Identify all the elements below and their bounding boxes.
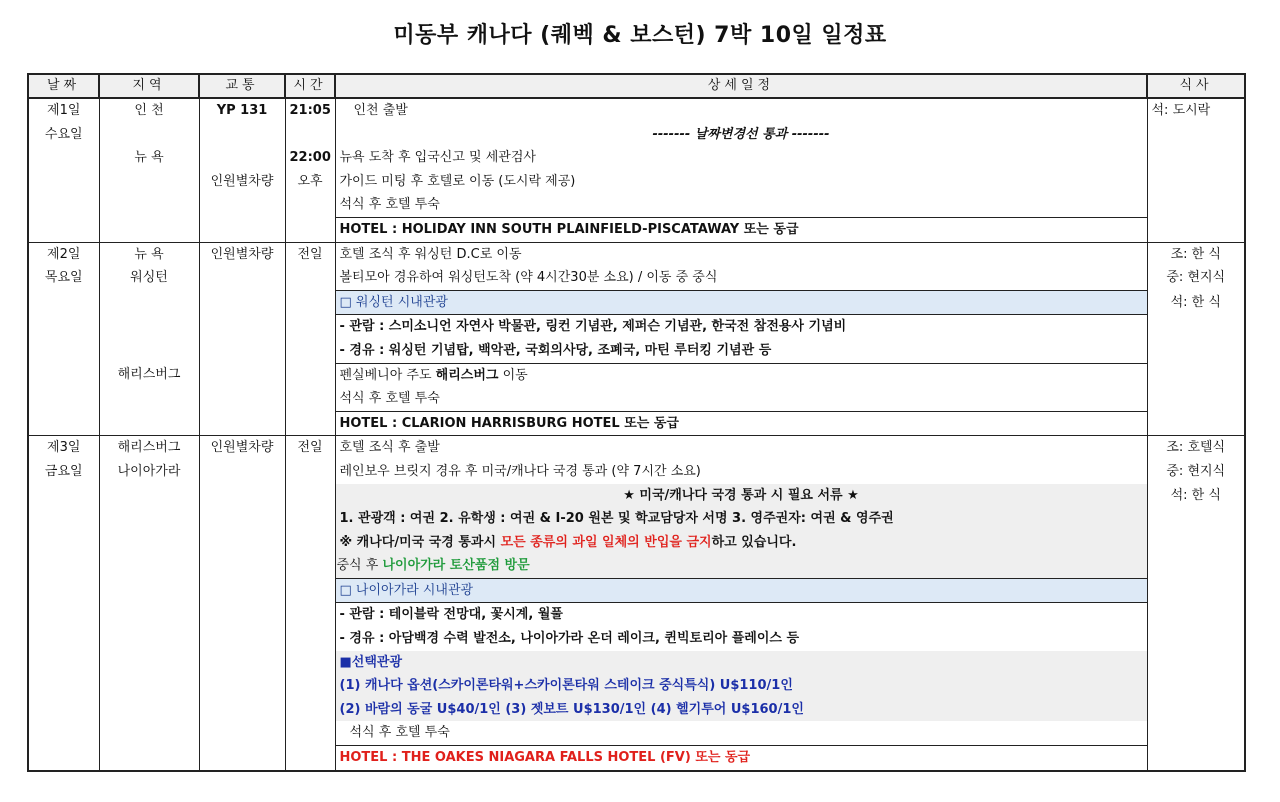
detail-text xyxy=(335,554,1147,578)
time: 전일 xyxy=(285,436,335,460)
table-row xyxy=(28,242,1245,266)
hotel-line: HOTEL : HOLIDAY INN SOUTH PLAINFIELD-PISCATAWAY 또는 동급 xyxy=(335,217,1147,242)
detail-part: ※ 캐나다/미국 국경 통과시 xyxy=(339,534,501,550)
table-row xyxy=(28,411,1245,436)
transport: 인원별차량 xyxy=(199,170,285,194)
table-row xyxy=(28,460,1245,484)
header-region: 지역 xyxy=(99,74,199,98)
region: 워싱턴 xyxy=(99,266,199,290)
table-row xyxy=(28,387,1245,411)
region: 해리스버그 xyxy=(99,436,199,460)
detail-text: 호텔 조식 후 출발 xyxy=(335,436,1147,460)
table-row xyxy=(28,674,1245,698)
flight: YP 131 xyxy=(199,98,285,123)
section-heading: □ 워싱턴 시내관광 xyxy=(335,290,1147,315)
detail-text: 석식 후 호텔 투숙 xyxy=(335,193,1147,217)
meal: 석: 한 식 xyxy=(1147,290,1245,315)
meal: 조: 한 식 xyxy=(1147,242,1245,266)
detail-text: 가이드 미팅 후 호텔로 이동 (도시락 제공) xyxy=(335,170,1147,194)
time: 22:00 xyxy=(285,146,335,170)
table-row xyxy=(28,651,1245,675)
header-transport: 교통 xyxy=(199,74,285,98)
header-row xyxy=(28,74,1245,98)
table-row xyxy=(28,170,1245,194)
hotel-line: HOTEL : THE OAKES NIAGARA FALLS HOTEL (FV) 또는 동급 xyxy=(335,746,1147,771)
table-row xyxy=(28,193,1245,217)
detail-highlight: 해리스버그 xyxy=(435,367,499,383)
day-label: 제2일 xyxy=(28,242,99,266)
detail-text: 뉴욕 도착 후 입국신고 및 세관검사 xyxy=(335,146,1147,170)
shop-highlight: 나이아가라 토산품점 방문 xyxy=(382,558,530,574)
meal: 석: 도시락 xyxy=(1147,98,1245,123)
header-detail: 상세일정 xyxy=(335,74,1147,98)
optional-tour-item: (2) 바람의 동굴 U$40/1인 (3) 젯보트 U$130/1인 (4) 헬기투어 U$160/1인 xyxy=(335,698,1147,722)
warning-highlight: 모든 종류의 과일 일체의 반입을 금지 xyxy=(500,534,712,550)
detail-text: 석식 후 호텔 투숙 xyxy=(335,721,1147,745)
detail-text: - 관람 : 테이블락 전망대, 꽃시계, 월풀 xyxy=(335,603,1147,627)
notice-text xyxy=(335,531,1147,555)
region: 뉴 욕 xyxy=(99,146,199,170)
detail-part: 이동 xyxy=(498,367,528,383)
notice-text: 1. 관광객 : 여권 2. 유학생 : 여권 & I-20 원본 및 학교담당자 서명 3. 영주권자: 여권 & 영주권 xyxy=(335,507,1147,531)
detail-text: 호텔 조식 후 워싱턴 D.C로 이동 xyxy=(335,242,1147,266)
meal: 조: 호텔식 xyxy=(1147,436,1245,460)
table-row xyxy=(28,290,1245,315)
detail-text: 레인보우 브릿지 경유 후 미국/캐나다 국경 통과 (약 7시간 소요) xyxy=(335,460,1147,484)
meal: 중: 현지식 xyxy=(1147,460,1245,484)
detail-part: 중식 후 xyxy=(336,558,383,574)
table-row xyxy=(28,339,1245,363)
table-row xyxy=(28,603,1245,627)
time: 오후 xyxy=(285,170,335,194)
weekday-label: 금요일 xyxy=(28,460,99,484)
region: 나이아가라 xyxy=(99,460,199,484)
detail-text: 볼티모아 경유하여 워싱턴도착 (약 4시간30분 소요) / 이동 중 중식 xyxy=(335,266,1147,290)
detail-text: - 경유 : 워싱턴 기념탑, 백악관, 국회의사당, 조폐국, 마틴 루터킹 기념관 등 xyxy=(335,339,1147,363)
table-row xyxy=(28,746,1245,771)
table-row xyxy=(28,698,1245,722)
table-row xyxy=(28,217,1245,242)
table-row xyxy=(28,721,1245,745)
hotel-line: HOTEL : CLARION HARRISBURG HOTEL 또는 동급 xyxy=(335,411,1147,436)
detail-part: 하고 있습니다. xyxy=(711,534,797,550)
header-meal: 식사 xyxy=(1147,74,1245,98)
time: 전일 xyxy=(285,242,335,266)
optional-tour-item: (1) 캐나다 옵션(스카이론타워+스카이론타워 스테이크 중식특식) U$110/1인 xyxy=(335,674,1147,698)
table-row xyxy=(28,266,1245,290)
detail-text: 인천 출발 xyxy=(335,98,1147,123)
table-row xyxy=(28,554,1245,578)
optional-tour-heading: ■선택관광 xyxy=(335,651,1147,675)
itinerary-table xyxy=(27,73,1246,772)
detail-text xyxy=(335,363,1147,387)
transport: 인원별차량 xyxy=(199,436,285,460)
table-row xyxy=(28,98,1245,123)
table-row xyxy=(28,627,1245,651)
day-label: 제3일 xyxy=(28,436,99,460)
weekday-label: 수요일 xyxy=(28,123,99,147)
table-row xyxy=(28,531,1245,555)
page-title: 미동부 캐나다 (퀘벡 & 보스턴) 7박 10일 일정표 xyxy=(393,23,887,48)
region: 해리스버그 xyxy=(99,363,199,387)
notice-heading: ★ 미국/캐나다 국경 통과 시 필요 서류 ★ xyxy=(335,484,1147,508)
dateline-note: ------- 날짜변경선 통과 ------- xyxy=(335,123,1147,147)
detail-part: 펜실베니아 주도 xyxy=(339,367,436,383)
section-heading: □ 나이아가라 시내관광 xyxy=(335,578,1147,603)
transport: 인원별차량 xyxy=(199,242,285,266)
time: 21:05 xyxy=(285,98,335,123)
table-row xyxy=(28,484,1245,508)
table-row xyxy=(28,363,1245,387)
detail-text: 석식 후 호텔 투숙 xyxy=(335,387,1147,411)
table-row xyxy=(28,123,1245,147)
table-row xyxy=(28,146,1245,170)
region: 뉴 욕 xyxy=(99,242,199,266)
detail-text: - 관람 : 스미소니언 자연사 박물관, 링컨 기념관, 제퍼슨 기념관, 한국전 참전용사 기념비 xyxy=(335,315,1147,339)
table-row xyxy=(28,436,1245,460)
table-row xyxy=(28,507,1245,531)
meal: 석: 한 식 xyxy=(1147,484,1245,508)
table-row xyxy=(28,578,1245,603)
table-row xyxy=(28,315,1245,339)
detail-text: - 경유 : 아담백경 수력 발전소, 나이아가라 온더 레이크, 퀸빅토리아 플레이스 등 xyxy=(335,627,1147,651)
header-date: 날짜 xyxy=(28,74,99,98)
day-label: 제1일 xyxy=(28,98,99,123)
weekday-label: 목요일 xyxy=(28,266,99,290)
header-time: 시간 xyxy=(285,74,335,98)
meal: 중: 현지식 xyxy=(1147,266,1245,290)
region: 인 천 xyxy=(99,98,199,123)
